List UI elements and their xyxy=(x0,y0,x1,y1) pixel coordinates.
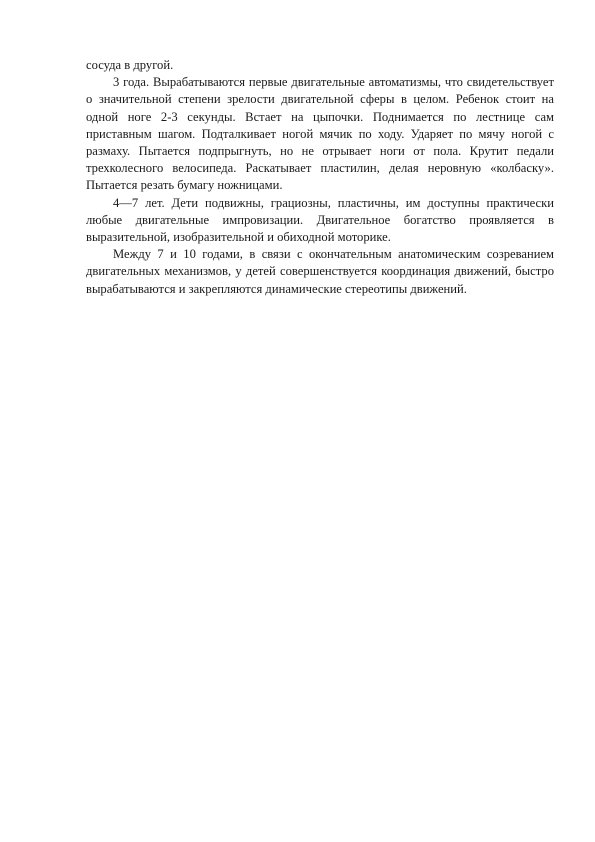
document-body xyxy=(86,57,554,298)
paragraph-continuation: сосуда в другой. xyxy=(86,58,174,72)
paragraph-age-7-10: Между 7 и 10 годами, в связи с окончательным анатомическим созреванием двигательных механизмов, у детей совершенствуется координация движений, быстро вырабатываются и закрепляются динамические стереотипы движений. xyxy=(86,247,554,296)
paragraph-age-3: 3 года. Вырабатываются первые двигательные автоматизмы, что свидетельствует о значительной степени зрелости двигательной сферы в целом. Ребенок стоит на одной ноге 2-3 секунды. Встает на цыпочки. Поднимается по лестнице сам приставным шагом. Подталкивает ногой мячик по ходу. Ударяет по мячу ногой с размаху. Пытается подпрыгнуть, но не отрывает ноги от пола. Крутит педали трехколесного велосипеда. Раскатывает пластилин, делая неровную «колбаску». Пытается резать бумагу ножницами. xyxy=(86,75,554,193)
paragraph-age-4-7: 4—7 лет. Дети подвижны, грациозны, пластичны, им доступны практически любые двигательные импровизации. Двигательное богатство проявляется в выразительной, изобразительной и обиходной моторике. xyxy=(86,195,554,245)
